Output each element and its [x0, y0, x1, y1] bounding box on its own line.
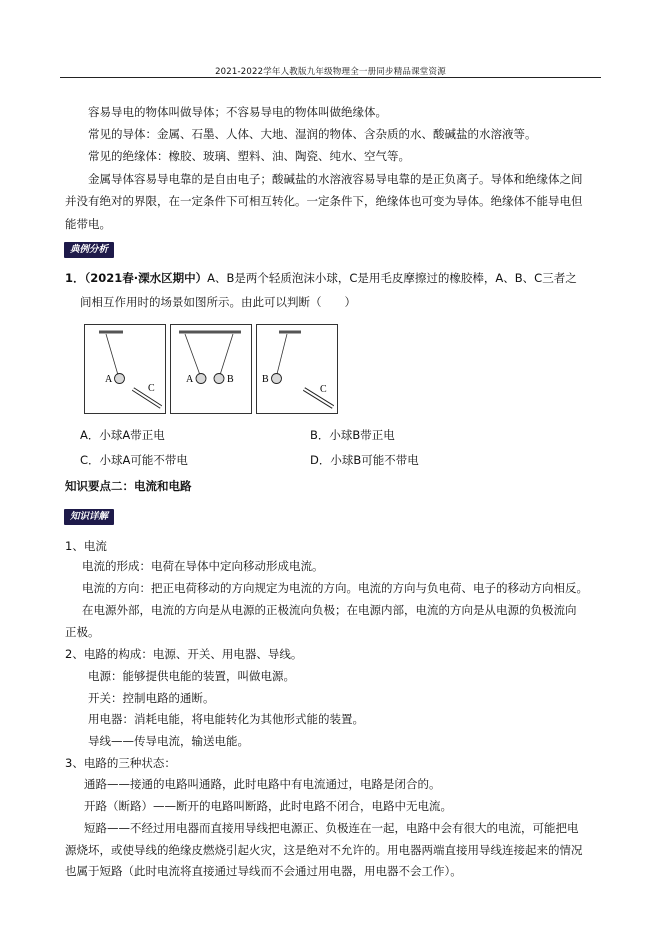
s3-line-2: 开路（断路）——断开的电路叫断路，此时电路不闭合，电路中无电流。 — [84, 799, 452, 813]
s1-line-2: 电流的方向：把正电荷移动的方向规定为电流的方向。电流的方向与负电荷、电子的移动方向相反。 — [82, 581, 588, 595]
s2-title: 2、电路的构成：电源、开关、用电器、导线。 — [65, 647, 303, 661]
s1-line-4: 正极。 — [65, 625, 100, 639]
figure-panel-3 — [256, 324, 338, 414]
s1-line-3: 在电源外部，电流的方向是从电源的正极流向负极；在电源内部，电流的方向是从电源的负极流向 — [82, 603, 577, 617]
question-stem-1 — [65, 270, 577, 287]
panel-3-drawing — [257, 325, 337, 413]
panel-1-drawing — [85, 325, 165, 413]
s3-line-4: 源烧坏，或使导线的绝缘皮燃烧引起火灾，这是绝对不允许的。用电器两端直接用导线连接起来的情况 — [65, 843, 583, 857]
question-source: （2021春·溧水区期中） — [84, 271, 208, 285]
intro-line-3: 常见的绝缘体：橡胶、玻璃、塑料、油、陶瓷、纯水、空气等。 — [88, 149, 410, 163]
intro-line-6: 能带电。 — [65, 217, 111, 231]
figure-panel-2 — [170, 324, 252, 414]
figure-panel-1 — [84, 324, 166, 414]
s2-line-1: 电源：能够提供电能的装置，叫做电源。 — [88, 669, 295, 683]
s2-line-4: 导线——传导电流，输送电能。 — [88, 734, 249, 748]
panel-2-drawing — [171, 325, 251, 413]
s3-line-3: 短路——不经过用电器而直接用导线把电源正、负极连在一起，电路中会有很大的电流，可能把电 — [84, 821, 579, 835]
label-b-panel-2: B — [227, 374, 234, 385]
s3-line-5: 也属于短路（此时电流将直接通过导线而不会通过用电器，用电器不会工作）。 — [65, 864, 462, 878]
s1-line-1: 电流的形成：电荷在导体中定向移动形成电流。 — [82, 559, 324, 573]
intro-line-5: 并没有绝对的界限，在一定条件下可相互转化。一定条件下，绝缘体也可变为导体。绝缘体不能导电但 — [65, 194, 583, 208]
question-text-1: A、B是两个轻质泡沫小球，C是用毛皮摩擦过的橡胶棒，A、B、C三者之 — [207, 271, 577, 285]
option-b: B．小球B带正电 — [310, 428, 395, 442]
label-a-panel-1: A — [105, 374, 113, 385]
label-c-panel-1: C — [148, 383, 155, 394]
s3-line-1: 通路——接通的电路叫通路，此时电路中有电流通过，电路是闭合的。 — [84, 777, 441, 791]
s1-title: 1、电流 — [65, 539, 107, 553]
option-d: D．小球B可能不带电 — [310, 453, 419, 467]
page-header: 2021-2022学年人教版九年级物理全一册同步精品课堂资源 — [215, 67, 446, 77]
label-a-panel-2: A — [186, 374, 194, 385]
question-number: 1． — [65, 271, 85, 285]
intro-line-4: 金属导体容易导电靠的是自由电子；酸碱盐的水溶液容易导电靠的是正负离子。导体和绝缘体之间 — [88, 172, 583, 186]
label-c-panel-3: C — [320, 384, 327, 395]
intro-line-1: 容易导电的物体叫做导体；不容易导电的物体叫做绝缘体。 — [88, 105, 387, 119]
s2-line-3: 用电器：消耗电能，将电能转化为其他形式能的装置。 — [88, 712, 364, 726]
s2-line-2: 开关：控制电路的通断。 — [88, 691, 215, 705]
option-c: C．小球A可能不带电 — [80, 453, 188, 467]
intro-line-2: 常见的导体：金属、石墨、人体、大地、湿润的物体、含杂质的水、酸碱盐的水溶液等。 — [88, 127, 537, 141]
s3-title: 3、电路的三种状态： — [65, 756, 176, 770]
knowledge-detail-badge: 知识详解 — [64, 509, 114, 525]
option-a: A．小球A带正电 — [80, 428, 165, 442]
header-divider — [60, 77, 601, 78]
label-b-panel-3: B — [262, 374, 269, 385]
example-analysis-badge: 典例分析 — [64, 242, 114, 258]
question-stem-2: 间相互作用时的场景如图所示。由此可以判断（ ） — [80, 295, 356, 309]
section-title-current-and-circuit: 知识要点二：电流和电路 — [65, 479, 192, 493]
